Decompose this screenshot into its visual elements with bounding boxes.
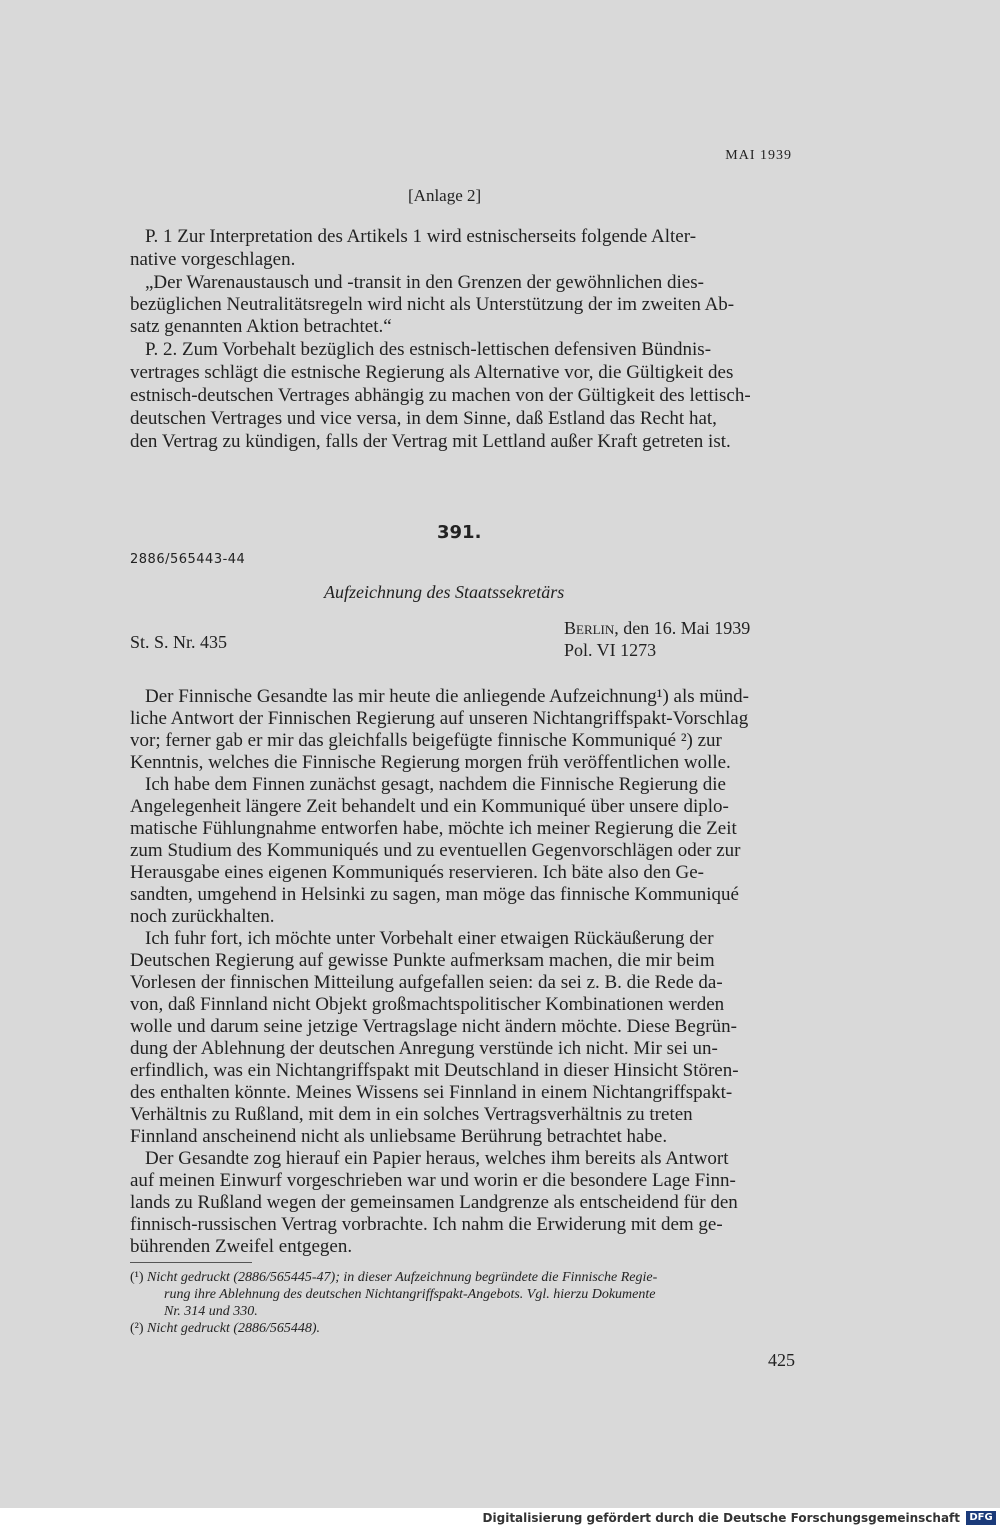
footnote-divider — [130, 1262, 252, 1263]
footnote-mark: (²) — [130, 1321, 144, 1336]
footnote-text: Nicht gedruckt (2886/565448). — [147, 1321, 321, 1336]
text-line: erfindlich, was ein Nichtangriffspakt mit Deutschland in dieser Hinsicht Stören- — [130, 1060, 739, 1081]
text-line: Angelegenheit längere Zeit behandelt und ein Kommuniqué über unsere diplo- — [130, 796, 729, 817]
text-line: matische Fühlungnahme entworfen habe, möchte ich meiner Regierung die Zeit — [130, 818, 737, 839]
text-line: satz genannten Aktion betrachtet.“ — [130, 316, 392, 337]
text-line: von, daß Finnland nicht Objekt großmachtspolitischer Kombinationen werden — [130, 994, 725, 1015]
text-line: Kenntnis, welches die Finnische Regierung morgen früh veröffentlichen wolle. — [130, 752, 731, 773]
document-title: Aufzeichnung des Staatssekretärs — [324, 582, 565, 602]
archive-reference: 2886/565443-44 — [130, 552, 246, 567]
text-line: bührenden Zweifel entgegen. — [130, 1236, 353, 1257]
text-line: wolle und darum seine jetzige Vertragslage nicht ändern möchte. Diese Begrün- — [130, 1016, 737, 1037]
footnote-line — [164, 1304, 258, 1320]
text-line: finnisch-russischen Vertrag vorbrachte. Ich nahm die Erwiderung mit dem ge- — [130, 1214, 723, 1235]
text-line: Verhältnis zu Rußland, mit dem in ein solches Vertragsverhältnis zu treten — [130, 1104, 693, 1125]
text-line: Herausgabe eines eigenen Kommuniqués reservieren. Ich bäte also den Ge- — [130, 862, 704, 883]
text-line: native vorgeschlagen. — [130, 249, 296, 270]
text-line: liche Antwort der Finnischen Regierung auf unseren Nichtangriffspakt-Vorschlag — [130, 708, 749, 729]
text-line: P. 2. Zum Vorbehalt bezüglich des estnisch-lettischen defensiven Bündnis- — [145, 339, 712, 360]
page-number: 425 — [768, 1350, 795, 1370]
dfg-logo: DFG — [966, 1511, 996, 1525]
text-line: vertrages schlägt die estnische Regierung als Alternative vor, die Gültigkeit des — [130, 362, 734, 383]
text-line: deutschen Vertrages und vice versa, in dem Sinne, daß Estland das Recht hat, — [130, 408, 717, 429]
funding-credit: Digitalisierung gefördert durch die Deutsche Forschungsgemeinschaft — [482, 1511, 960, 1525]
footnote-text: Nicht gedruckt (2886/565445-47); in dieser Aufzeichnung begründete die Finnische Regie- — [147, 1270, 658, 1285]
text-line: estnisch-deutschen Vertrages abhängig zu machen von der Gültigkeit des lettisch- — [130, 385, 751, 406]
text-line: noch zurückhalten. — [130, 906, 275, 927]
footer-bar — [0, 1508, 1000, 1529]
anlage-heading: [Anlage 2] — [408, 186, 482, 205]
date: , den 16. Mai 1939 — [614, 618, 751, 638]
running-header: MAI 1939 — [725, 148, 792, 163]
text-line: Vorlesen der finnischen Mitteilung aufgefallen seien: da sei z. B. die Rede da- — [130, 972, 723, 993]
text-line: dung der Ablehnung der deutschen Anregung verstünde ich nicht. Mir sei un- — [130, 1038, 718, 1059]
footnote-line — [164, 1287, 655, 1303]
text-line: auf meinen Einwurf vorgeschrieben war und worin er die besondere Lage Finn- — [130, 1170, 736, 1191]
footnote-mark: (¹) — [130, 1270, 144, 1285]
text-line: Der Finnische Gesandte las mir heute die anliegende Aufzeichnung¹) als münd- — [145, 686, 750, 707]
text-line: zum Studium des Kommuniqués und zu eventuellen Gegenvorschlägen oder zur — [130, 840, 741, 861]
text-line: lands zu Rußland wegen der gemeinsamen Landgrenze als entscheidend für den — [130, 1192, 738, 1213]
text-line: P. 1 Zur Interpretation des Artikels 1 wird estnischerseits folgende Alter- — [145, 226, 697, 247]
text-line: des enthalten könnte. Meines Wissens sei Finnland in einem Nichtangriffspakt- — [130, 1082, 733, 1103]
date-line — [564, 618, 750, 639]
pol-reference: Pol. VI 1273 — [564, 640, 657, 660]
text-line: Ich fuhr fort, ich möchte unter Vorbehalt einer etwaigen Rückäußerung der — [145, 928, 714, 949]
footnote-text: rung ihre Ablehnung des deutschen Nichtangriffspakt-Angebots. Vgl. hierzu Dokumente — [164, 1287, 656, 1302]
document-number: 391. — [437, 522, 482, 543]
text-line: sandten, umgehend in Helsinki zu sagen, man möge das finnische Kommuniqué — [130, 884, 739, 905]
text-line: bezüglichen Neutralitätsregeln wird nicht als Unterstützung der im zweiten Ab- — [130, 294, 735, 315]
sts-number: St. S. Nr. 435 — [130, 632, 228, 652]
text-line: den Vertrag zu kündigen, falls der Vertrag mit Lettland außer Kraft getreten ist. — [130, 431, 731, 452]
footnote-line — [130, 1270, 657, 1286]
text-line: Der Gesandte zog hierauf ein Papier heraus, welches ihm bereits als Antwort — [145, 1148, 729, 1169]
text-line: „Der Warenaustausch und -transit in den Grenzen der gewöhnlichen dies- — [145, 272, 704, 293]
footnote-text: Nr. 314 und 330. — [164, 1304, 258, 1319]
city: Berlin — [564, 618, 615, 638]
footnote-line — [130, 1321, 320, 1337]
text-line: Finnland anscheinend nicht als unliebsame Berührung betrachtet habe. — [130, 1126, 668, 1147]
text-line: Ich habe dem Finnen zunächst gesagt, nachdem die Finnische Regierung die — [145, 774, 726, 795]
text-line: Deutschen Regierung auf gewisse Punkte aufmerksam machen, die mir beim — [130, 950, 715, 971]
text-line: vor; ferner gab er mir das gleichfalls beigefügte finnische Kommuniqué ²) zur — [130, 730, 722, 751]
